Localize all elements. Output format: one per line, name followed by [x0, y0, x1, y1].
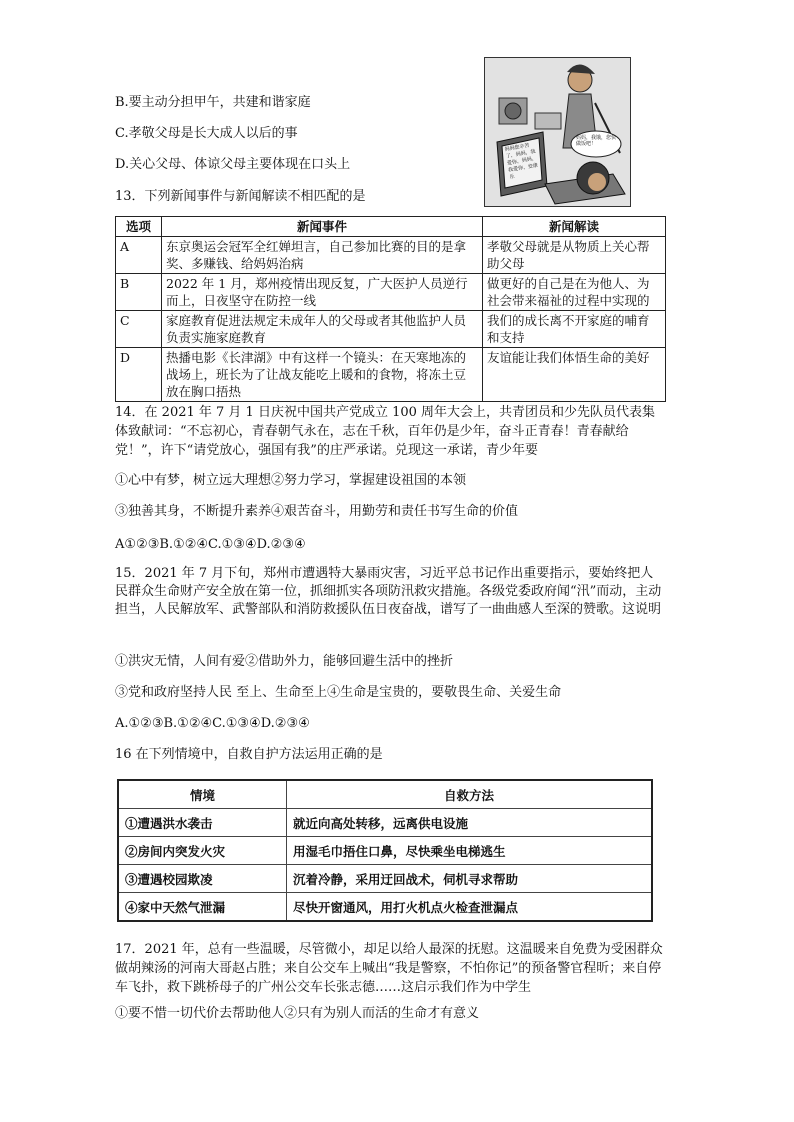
q13-header-row — [116, 217, 666, 237]
q14-statement-3-4: ③独善其身，不断提升素养④艰苦奋斗，用勤劳和责任书写生命的价值 — [115, 504, 519, 519]
table-row — [118, 837, 652, 865]
q16-header-situation: 情境 — [118, 780, 287, 809]
q14-answer-choices: A①②③B.①②④C.①③④D.②③④ — [115, 537, 306, 552]
q13-cell-reading: 孝敬父母就是从物质上关心帮助父母 — [483, 237, 666, 274]
q16-cell-situation: ①遭遇洪水袭击 — [118, 809, 287, 837]
q13-cell-option: C — [116, 311, 162, 348]
q13-cell-option: A — [116, 237, 162, 274]
q13-cell-option: D — [116, 348, 162, 402]
q15-stem: 15．2021 年 7 月下旬，郑州市遭遇特大暴雨灾害，习近平总书记作出重要指示，要始终把人民群众生命财产安全放在第一位，抓细抓实各项防汛救灾措施。各级党委政府闻“汛”而动，主动担当，人民解放军、武警部队和消防救援队伍日夜奋战，谱写了一曲曲感人至深的赞歌。这说明 — [115, 566, 662, 617]
q16-cell-situation: ④家中天然气泄漏 — [118, 893, 287, 922]
cartoon-screen-text: 妈妈您辛苦了，妈妈，我爱你，妈妈，我爱你，安康乐 — [504, 142, 539, 181]
q16-cell-situation: ②房间内突发火灾 — [118, 837, 287, 865]
table-row — [118, 893, 652, 922]
table-row — [118, 865, 652, 893]
q13-cell-option: B — [116, 274, 162, 311]
table-row — [116, 348, 666, 402]
q13-header-event: 新闻事件 — [162, 217, 483, 237]
q16-header-method: 自救方法 — [287, 780, 653, 809]
q16-cell-situation: ③遭遇校园欺凌 — [118, 865, 287, 893]
q16-cell-method: 沉着冷静，采用迂回战术，伺机寻求帮助 — [287, 865, 653, 893]
q13-cell-event: 热播电影《长津湖》中有这样一个镜头：在天寒地冻的战场上，班长为了让战友能吃上暖和的食物，将冻土豆放在胸口捂热 — [162, 348, 483, 402]
q14-statement-1-2: ①心中有梦，树立远大理想②努力学习，掌握建设祖国的本领 — [115, 473, 467, 488]
q16-table — [117, 779, 653, 922]
q13-table — [115, 216, 666, 402]
q13-stem: 13．下列新闻事件与新闻解读不相匹配的是 — [115, 189, 366, 204]
cartoon-speech-bubble: 妈妈，我饿，您快做饭吧！ — [576, 135, 617, 147]
table-row — [116, 311, 666, 348]
q13-cell-event: 家庭教育促进法规定未成年人的父母或者其他监护人员负责实施家庭教育 — [162, 311, 483, 348]
q13-cell-event: 2022 年 1 月，郑州疫情出现反复，广大医护人员逆行而上，日夜坚守在防控一线 — [162, 274, 483, 311]
q12-option-b: B.要主动分担甲午，共建和谐家庭 — [115, 95, 311, 110]
q12-option-c: C.孝敬父母是长大成人以后的事 — [115, 126, 298, 141]
q13-header-option: 选项 — [116, 217, 162, 237]
q16-cell-method: 就近向高处转移，远离供电设施 — [287, 809, 653, 837]
q17-stem: 17．2021 年，总有一些温暖，尽管微小，却足以给人最深的抚慰。这温暖来自免费为受困群众做胡辣汤的河南大哥赵占胜；来自公交车上喊出“我是警察，不怕你记”的预备警官程昕；来自停车飞扑，救下跳桥母子的广州公交车长张志德……这启示我们作为中学生 — [115, 942, 663, 995]
q17-statement-1-2: ①要不惜一切代价去帮助他人②只有为别人而活的生命才有意义 — [115, 1006, 480, 1021]
q16-header-row — [118, 780, 652, 809]
q13-cell-reading: 我们的成长离不开家庭的哺育和支持 — [483, 311, 666, 348]
q15-statement-3-4: ③党和政府坚持人民 至上、生命至上④生命是宝贵的，要敬畏生命、关爱生命 — [115, 685, 562, 700]
q15-answer-choices: A.①②③B.①②④C.①③④D.②③④ — [115, 716, 310, 731]
q13-cell-reading: 友谊能让我们体悟生命的美好 — [483, 348, 666, 402]
q16-cell-method: 用湿毛巾捂住口鼻，尽快乘坐电梯逃生 — [287, 837, 653, 865]
q13-cell-event: 东京奥运会冠军全红婵坦言，自己参加比赛的目的是拿奖、多赚钱、给妈妈治病 — [162, 237, 483, 274]
q12-option-d: D.关心父母、体谅父母主要体现在口头上 — [115, 157, 351, 172]
cartoon-illustration — [484, 57, 631, 207]
q13-cell-reading: 做更好的自己是在为他人、为社会带来福祉的过程中实现的 — [483, 274, 666, 311]
q13-header-reading: 新闻解读 — [483, 217, 666, 237]
table-row — [116, 274, 666, 311]
q14-stem: 14．在 2021 年 7 月 1 日庆祝中国共产党成立 100 周年大会上，共青团员和少先队员代表集体致献词：“不忘初心，青春朝气永在，志在千秋，百年仍是少年，奋斗正青春！青春献给党！”，许下“请党放心，强国有我”的庄严承诺。兑现这一承诺，青少年要 — [115, 405, 656, 458]
q15-statement-1-2: ①洪灾无情，人间有爱②借助外力，能够回避生活中的挫折 — [115, 654, 454, 669]
q16-cell-method: 尽快开窗通风，用打火机点火检查泄漏点 — [287, 893, 653, 922]
table-row — [118, 809, 652, 837]
q16-stem: 16 在下列情境中，自救自护方法运用正确的是 — [115, 747, 383, 762]
table-row — [116, 237, 666, 274]
cartoon-drawing — [485, 58, 630, 206]
